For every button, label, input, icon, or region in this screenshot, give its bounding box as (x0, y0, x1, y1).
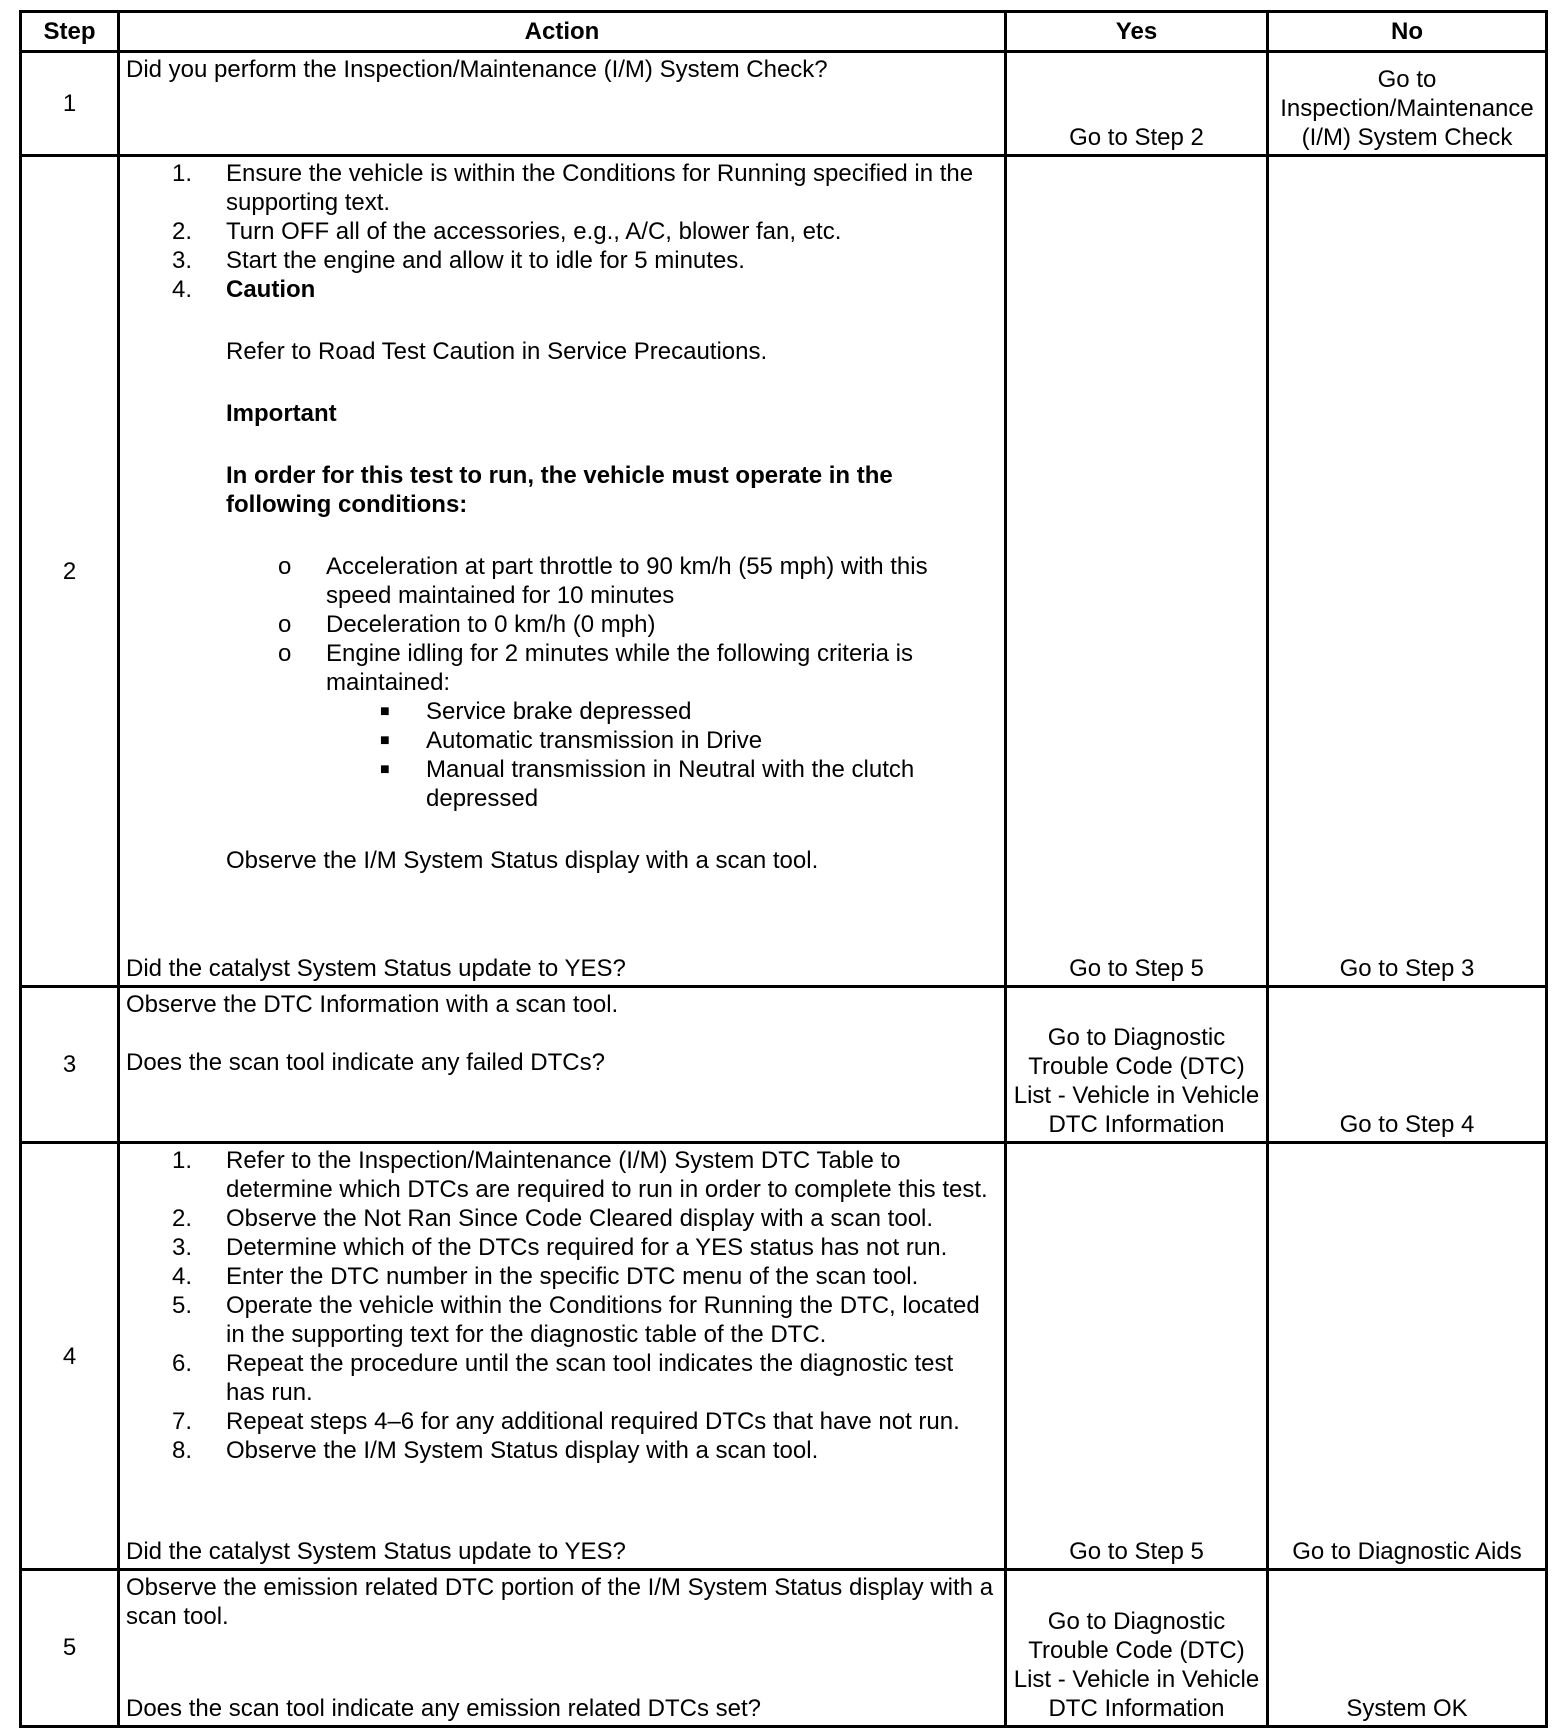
list-item (126, 246, 998, 275)
yes-outcome: Go to Step 5 (1069, 1537, 1204, 1565)
question-text: Did the catalyst System Status update to YES? (126, 1537, 626, 1565)
criteria-list (126, 697, 998, 813)
bullet: ■ (380, 702, 390, 720)
list-item (126, 1349, 998, 1407)
item-text: Refer to the Inspection/Maintenance (I/M) System DTC Table to determine which DTCs are required to run in order to complete this test. (226, 1147, 988, 1204)
question-text: Does the scan tool indicate any emission related DTCs set? (126, 1695, 761, 1722)
no-outcome: Go to Inspection/Maintenance (I/M) System Check (1280, 65, 1534, 151)
item-number: 8. (172, 1437, 193, 1465)
question-text: Did you perform the Inspection/Maintenance (I/M) System Check? (126, 56, 828, 83)
step-number: 2 (21, 155, 119, 986)
item-number: 4. (172, 275, 193, 303)
no-outcome: Go to Diagnostic Aids (1292, 1537, 1522, 1565)
step-number: 1 (21, 52, 119, 156)
item-text: Operate the vehicle within the Conditions for Running the DTC, located in the supporting text for the diagnostic table of the DTC. (226, 1292, 980, 1349)
yes-cell (1006, 987, 1268, 1143)
list-item (126, 610, 998, 639)
list-item (126, 1291, 998, 1349)
list-item (126, 552, 998, 610)
list-item (126, 1233, 998, 1262)
item-text: Turn OFF all of the accessories, e.g., A/C, blower fan, etc. (226, 217, 842, 245)
list-item (126, 1146, 998, 1204)
yes-outcome: Go to Step 2 (1069, 123, 1204, 151)
item-text: Deceleration to 0 km/h (0 mph) (326, 610, 656, 638)
no-outcome: Go to Step 4 (1339, 1111, 1475, 1139)
item-number: 3. (172, 246, 193, 274)
item-text: Service brake depressed (426, 697, 692, 725)
table-row (21, 1143, 1547, 1570)
item-number: 2. (172, 1205, 193, 1233)
caution-text: Refer to Road Test Caution in Service Precautions. (226, 337, 768, 365)
header-row (21, 12, 1547, 52)
step-number: 4 (21, 1143, 119, 1570)
list-item (126, 755, 998, 813)
no-cell (1268, 1143, 1547, 1570)
table-row (21, 52, 1547, 156)
item-number: 1. (172, 159, 193, 187)
list-item (126, 275, 998, 304)
item-number: 7. (172, 1408, 193, 1436)
header-yes: Yes (1006, 12, 1268, 52)
yes-cell (1006, 1569, 1268, 1726)
action-cell (119, 52, 1006, 156)
list-item (126, 726, 998, 755)
caution-label: Caution (226, 275, 316, 303)
bullet: o (278, 639, 292, 667)
conditions-list (126, 552, 998, 697)
diagnostic-table (19, 10, 1548, 1728)
bullet: ■ (380, 731, 390, 749)
table-row (21, 987, 1547, 1143)
list-item (126, 217, 998, 246)
item-text: Manual transmission in Neutral with the clutch depressed (426, 755, 915, 812)
no-outcome: System OK (1346, 1695, 1468, 1722)
item-text: Engine idling for 2 minutes while the following criteria is maintained: (326, 639, 913, 696)
item-text: Repeat the procedure until the scan tool indicates the diagnostic test has run. (226, 1350, 954, 1407)
list-item (126, 697, 998, 726)
item-text: Enter the DTC number in the specific DTC menu of the scan tool. (226, 1263, 919, 1291)
item-text: Determine which of the DTCs required for a YES status has not run. (226, 1234, 948, 1262)
header-no: No (1268, 12, 1547, 52)
action-cell (119, 155, 1006, 986)
no-cell (1268, 987, 1547, 1143)
item-number: 6. (172, 1350, 193, 1378)
table-row (21, 1569, 1547, 1726)
instruction-text: Observe the emission related DTC portion of the I/M System Status display with a scan tool. (126, 1573, 994, 1630)
observe-text: Observe the I/M System Status display with a scan tool. (226, 846, 819, 874)
item-text: Start the engine and allow it to idle for 5 minutes. (226, 246, 745, 274)
item-number: 5. (172, 1292, 193, 1320)
list-item (126, 159, 998, 217)
list-item (126, 1436, 998, 1465)
item-number: 2. (172, 217, 193, 245)
question-text: Does the scan tool indicate any failed DTCs? (126, 1049, 605, 1077)
yes-cell (1006, 1143, 1268, 1570)
item-number: 4. (172, 1263, 193, 1291)
action-cell (119, 1569, 1006, 1726)
list-item (126, 639, 998, 697)
procedure-list (126, 1146, 998, 1465)
item-text: Acceleration at part throttle to 90 km/h (55 mph) with this speed maintained for 10 minutes (326, 552, 928, 609)
important-text: In order for this test to run, the vehicle must operate in the following conditions: (226, 461, 893, 518)
instruction-text: Observe the DTC Information with a scan tool. (126, 991, 619, 1019)
item-text: Repeat steps 4–6 for any additional required DTCs that have not run. (226, 1408, 960, 1436)
no-cell (1268, 155, 1547, 986)
table-row (21, 155, 1547, 986)
yes-cell (1006, 155, 1268, 986)
bullet: ■ (380, 760, 390, 778)
no-cell (1268, 1569, 1547, 1726)
yes-outcome: Go to Step 5 (1069, 955, 1204, 983)
item-text: Observe the Not Ran Since Code Cleared display with a scan tool. (226, 1205, 934, 1233)
action-cell (119, 987, 1006, 1143)
item-text: Automatic transmission in Drive (426, 726, 763, 754)
header-step: Step (21, 12, 119, 52)
bullet: o (278, 552, 292, 580)
header-action: Action (119, 12, 1006, 52)
item-text: Observe the I/M System Status display with a scan tool. (226, 1437, 819, 1465)
procedure-list (126, 159, 998, 304)
yes-outcome: Go to Diagnostic Trouble Code (DTC) List - Vehicle in Vehicle DTC Information (1013, 1608, 1260, 1722)
yes-cell (1006, 52, 1268, 156)
item-number: 1. (172, 1147, 193, 1175)
no-cell (1268, 52, 1547, 156)
yes-outcome: Go to Diagnostic Trouble Code (DTC) List - Vehicle in Vehicle DTC Information (1013, 1024, 1260, 1139)
list-item (126, 1204, 998, 1233)
bullet: o (278, 610, 292, 638)
action-cell (119, 1143, 1006, 1570)
step-number: 5 (21, 1569, 119, 1726)
important-label: Important (226, 399, 337, 427)
no-outcome: Go to Step 3 (1339, 955, 1475, 983)
item-number: 3. (172, 1234, 193, 1262)
list-item (126, 1262, 998, 1291)
item-text: Ensure the vehicle is within the Conditions for Running specified in the supporting text. (226, 159, 974, 216)
list-item (126, 1407, 998, 1436)
step-number: 3 (21, 987, 119, 1143)
question-text: Did the catalyst System Status update to YES? (126, 955, 626, 983)
